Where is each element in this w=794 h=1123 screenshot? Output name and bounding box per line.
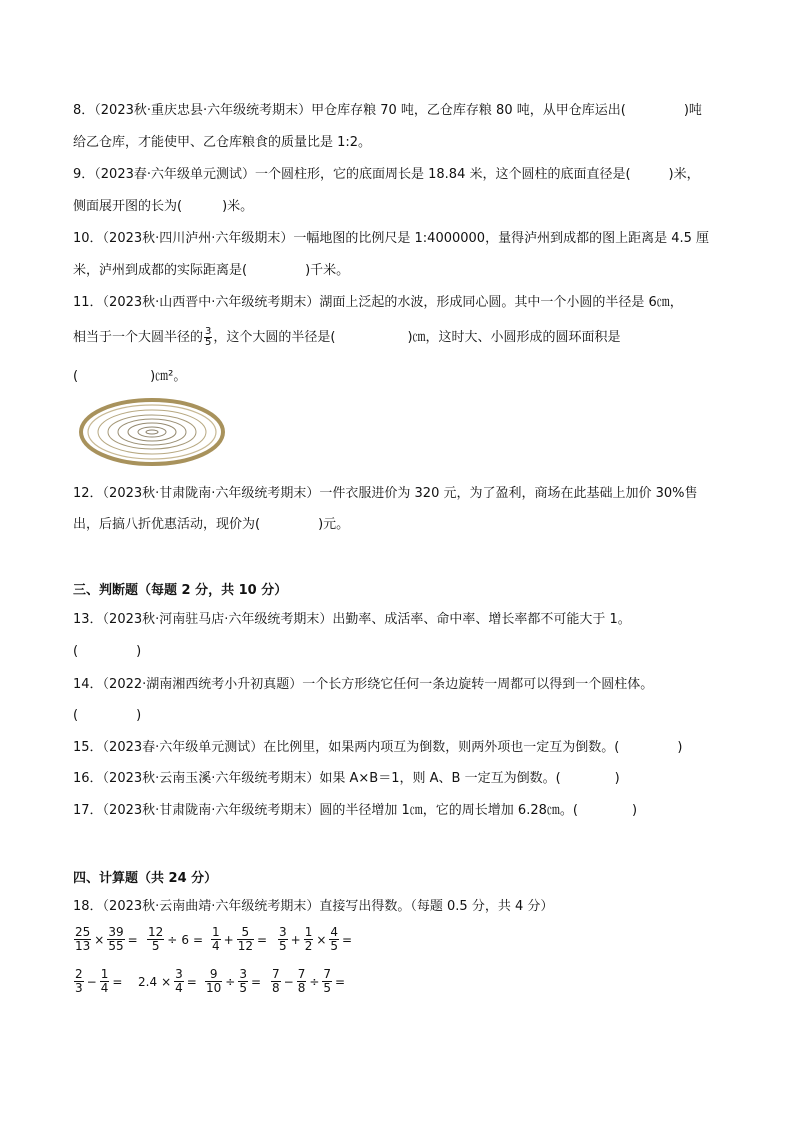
fraction xyxy=(100,968,110,995)
calc-expression-5 xyxy=(73,968,124,995)
section-3-heading: 三、判断题（每题 2 分，共 10 分） xyxy=(73,583,288,598)
question-10-unit: )千米。 xyxy=(305,263,350,278)
denominator: 5 xyxy=(239,981,247,995)
open-paren: ( xyxy=(73,369,79,384)
equals: = xyxy=(250,974,262,989)
question-11-text: 相当于一个大圆半径的 xyxy=(73,330,204,345)
open-paren: ( xyxy=(73,644,79,659)
denominator: 8 xyxy=(297,981,306,995)
question-9-unit: )米， xyxy=(668,167,700,182)
calc-expression-3 xyxy=(210,926,269,953)
section-4-heading: 四、计算题（共 24 分） xyxy=(73,871,218,886)
question-9-unit2: )米。 xyxy=(222,199,254,214)
question-10-line1: 10．（2023秋·四川泸州·六年级期末）一幅地图的比例尺是 1:4000000，量得泸州到成都的图上距离是 4.5 厘 xyxy=(73,231,710,246)
fraction xyxy=(205,968,222,995)
question-8-line2: 给乙仓库，才能使甲、乙仓库粮食的质量比是 1:2。 xyxy=(73,135,372,150)
numerator: 1 xyxy=(304,925,313,939)
numerator: 7 xyxy=(323,967,332,981)
question-14-answer[interactable] xyxy=(73,707,141,725)
denominator: 5 xyxy=(205,337,212,348)
question-12-line2 xyxy=(73,516,349,534)
numerator: 25 xyxy=(75,925,91,939)
question-8-unit: )吨 xyxy=(683,103,702,118)
numerator: 3 xyxy=(205,326,212,337)
equals: = xyxy=(256,932,268,947)
operator: × xyxy=(316,932,327,947)
denominator: 5 xyxy=(279,939,287,953)
operator: ÷ xyxy=(167,932,178,947)
denominator: 5 xyxy=(323,981,332,995)
fraction xyxy=(297,968,307,995)
question-11-text2: ，这个大圆的半径是( xyxy=(213,330,336,345)
numerator: 3 xyxy=(239,967,247,981)
calc-expression-4 xyxy=(277,926,354,953)
fraction xyxy=(174,968,184,995)
denominator: 13 xyxy=(75,939,91,953)
close-paren: ) xyxy=(136,708,142,723)
equals: = xyxy=(112,974,123,989)
calc-expression-2 xyxy=(146,926,205,953)
question-11-line1: 11．（2023秋·山西晋中·六年级统考期末）湖面上泛起的水波，形成同心圆。其中一个小圆的半径是 6㎝， xyxy=(73,295,683,310)
question-8-line1 xyxy=(73,102,702,120)
operator: × xyxy=(161,974,172,989)
question-11-line3 xyxy=(73,368,186,386)
calc-expression-8 xyxy=(270,968,347,995)
close-paren: ) xyxy=(631,803,638,818)
fraction xyxy=(74,968,84,995)
fraction xyxy=(278,926,288,953)
fraction xyxy=(322,968,332,995)
operator: ÷ xyxy=(309,974,320,989)
question-14-text: 14．（2022·湖南湘西统考小升初真题）一个长方形绕它任何一条边旋转一周都可以得到一个圆柱体。 xyxy=(73,677,654,692)
question-9-text2: 侧面展开图的长为( xyxy=(73,199,183,214)
fraction xyxy=(271,968,281,995)
calc-expression-1 xyxy=(73,926,140,953)
question-10-text: 米，泸州到成都的实际距离是( xyxy=(73,263,248,278)
denominator: 3 xyxy=(75,981,83,995)
numerator: 12 xyxy=(148,925,164,939)
numerator: 9 xyxy=(205,968,222,982)
calc-expression-7 xyxy=(204,968,263,995)
numerator: 39 xyxy=(108,925,124,939)
question-18-text: 18．（2023秋·云南曲靖·六年级统考期末）直接写出得数。（每题 0.5 分，共 4 分） xyxy=(73,899,554,914)
fraction xyxy=(238,968,248,995)
question-16 xyxy=(73,770,620,788)
question-9-text: 9．（2023春·六年级单元测试）一个圆柱形，它的底面周长是 18.84 米，这个圆柱的底面直径是( xyxy=(73,167,631,182)
fraction xyxy=(74,926,91,953)
denominator: 55 xyxy=(108,939,124,953)
water-ripple-image xyxy=(78,396,226,468)
fraction xyxy=(329,926,339,953)
operator: − xyxy=(86,974,97,989)
denominator: 2 xyxy=(304,939,313,953)
question-12-text: 出，后搞八折优惠活动，现价为( xyxy=(73,517,261,532)
fraction xyxy=(304,926,314,953)
question-13-answer[interactable] xyxy=(73,643,141,661)
operator: ÷ xyxy=(225,974,236,989)
denominator: 8 xyxy=(272,981,280,995)
question-12-unit: )元。 xyxy=(318,517,350,532)
denominator: 10 xyxy=(206,981,222,995)
question-16-text: 16．（2023秋·云南玉溪·六年级统考期末）如果 A×B＝1，则 A、B 一定互为倒数。( xyxy=(73,771,561,786)
denominator: 12 xyxy=(237,939,253,953)
question-12-line1: 12．（2023秋·甘肃陇南·六年级统考期末）一件衣服进价为 320 元，为了盈利，商场在此基础上加价 30%售 xyxy=(73,486,698,501)
denominator: 4 xyxy=(212,939,220,953)
question-13-text: 13．（2023秋·河南驻马店·六年级统考期末）出勤率、成活率、命中率、增长率都不可能大于 1。 xyxy=(73,612,631,627)
question-11-unit: )㎝²。 xyxy=(150,369,187,384)
operator: + xyxy=(223,932,234,947)
close-paren: ) xyxy=(136,644,142,659)
numerator: 3 xyxy=(279,925,287,939)
numerator: 7 xyxy=(297,967,306,981)
question-11-line2 xyxy=(73,324,621,352)
numerator: 3 xyxy=(175,967,183,981)
denominator: 5 xyxy=(330,939,339,953)
operand: 6 xyxy=(181,932,189,947)
question-15 xyxy=(73,739,682,757)
equals: = xyxy=(342,932,353,947)
numerator: 4 xyxy=(330,925,339,939)
equals: = xyxy=(192,932,204,947)
question-9-line1 xyxy=(73,166,700,184)
numerator: 1 xyxy=(212,925,220,939)
fraction xyxy=(107,926,124,953)
question-9-line2 xyxy=(73,198,253,216)
calc-expression-6 xyxy=(136,968,199,995)
equals: = xyxy=(335,974,346,989)
question-15-text: 15．（2023春·六年级单元测试）在比例里，如果两内项互为倒数，则两外项也一定互为倒数。( xyxy=(73,740,620,755)
question-10-line2 xyxy=(73,262,349,280)
equals: = xyxy=(186,974,197,989)
operator: − xyxy=(283,974,294,989)
close-paren: ) xyxy=(614,771,620,786)
fraction xyxy=(237,926,254,953)
numerator: 5 xyxy=(237,926,254,940)
numerator: 1 xyxy=(100,967,109,981)
operator: + xyxy=(290,932,301,947)
fraction xyxy=(211,926,221,953)
numerator: 7 xyxy=(272,967,280,981)
operand: 2.4 xyxy=(138,974,158,989)
fraction xyxy=(147,926,164,953)
question-17-text: 17．（2023秋·甘肃陇南·六年级统考期末）圆的半径增加 1㎝，它的周长增加 6.28㎝。( xyxy=(73,803,578,818)
question-8-text: 8．（2023秋·重庆忠县·六年级统考期末）甲仓库存粮 70 吨，乙仓库存粮 80 吨，从甲仓库运出( xyxy=(73,103,626,118)
question-17 xyxy=(73,802,637,820)
operator: × xyxy=(94,932,105,947)
denominator: 4 xyxy=(100,981,109,995)
open-paren: ( xyxy=(73,708,79,723)
fraction xyxy=(204,327,212,348)
denominator: 5 xyxy=(151,939,160,953)
close-paren: ) xyxy=(677,740,683,755)
numerator: 2 xyxy=(75,967,83,981)
denominator: 4 xyxy=(175,981,183,995)
question-11-text3: )㎝，这时大、小圆形成的圆环面积是 xyxy=(407,330,621,345)
equals: = xyxy=(127,932,138,947)
